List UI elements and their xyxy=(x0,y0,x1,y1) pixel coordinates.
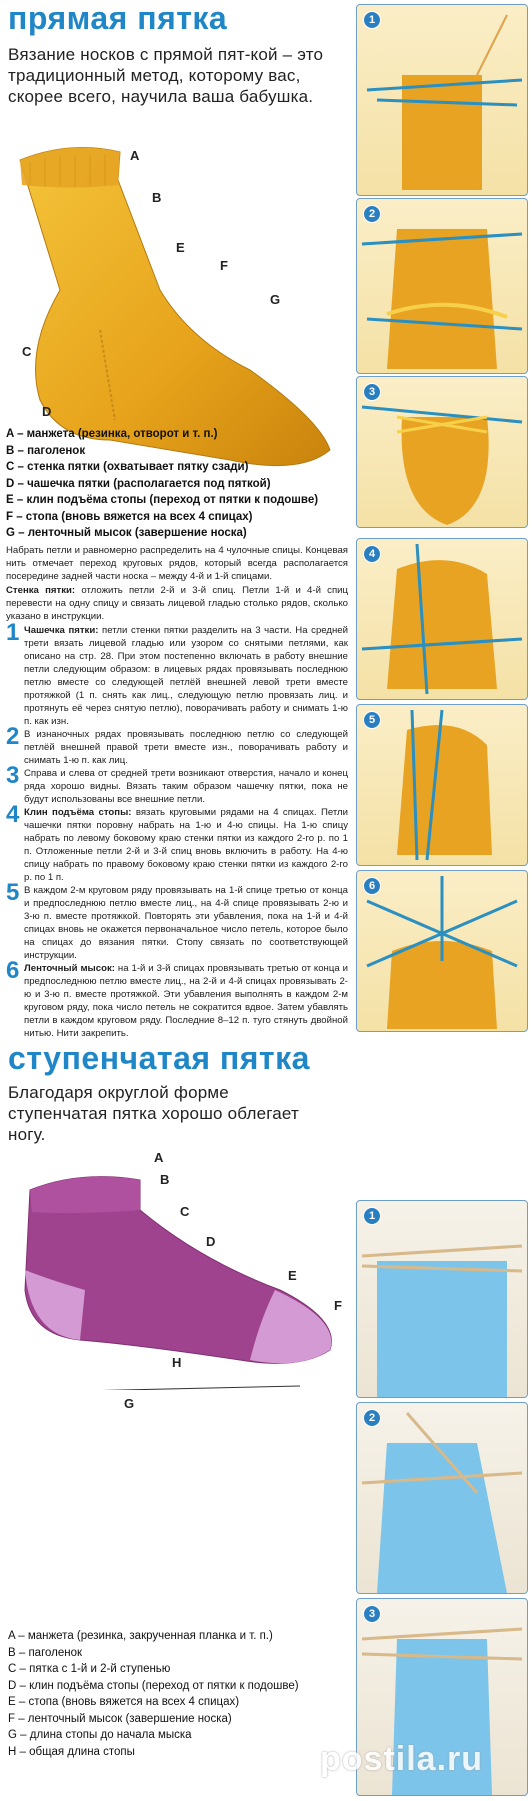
heel-wall-paragraph xyxy=(6,584,348,623)
legend-item: C – пятка с 1-й и 2-й ступенью xyxy=(8,1663,171,1675)
heel-wall-title: Стенка пятки: xyxy=(6,585,76,596)
step-text: петли стенки пятки разделить на 3 части. На средней трети вязать лицевой гладью или узором со снятыми петлями, как описано на стр. 28. При этом постепенно включать в работу внешние петли следующим образом: в лицевых рядах провязывать последнюю петлю вместе со следующей петлёй внешней левой трети вместе протяжкой (1 п. снять как лиц., следующую петлю провязать лиц. и протянуть её через снятую петлю), поворачивать работу и снимать 1-ю п. как изн. xyxy=(24,625,348,727)
label-b: B xyxy=(152,190,162,205)
photo-number: 3 xyxy=(363,1605,381,1623)
postila-logo-icon xyxy=(288,1744,318,1774)
legend-item: B – паголенок xyxy=(8,1646,83,1659)
label-h: H xyxy=(172,1355,182,1370)
photo-number: 6 xyxy=(363,877,381,895)
label-a: A xyxy=(130,148,140,163)
label-b: B xyxy=(160,1172,170,1187)
knitting-photo-2 xyxy=(357,199,527,373)
photo-number: 2 xyxy=(363,205,381,223)
step-number: 2 xyxy=(6,723,20,750)
label-c: C xyxy=(180,1204,190,1219)
knitting-photo-4 xyxy=(357,539,527,699)
section1-legend xyxy=(6,426,346,542)
step-text: на 1-й и 3-й спицах провязывать третью от конца и предпоследнюю петлю вместе лиц., на 2-й и 4-й спицах провязывать 2-ю и 3-ю п. вместе протяжкой. Эти убавления выполнять в каждом 2-м круговом ряду, пока число петель не сократится вдвое. Затем убавлять петли в каждом круговом ряду. Последние 8–12 п. туго стянуть двойной нитью. Нити закрепить. xyxy=(24,963,348,1039)
legend-item: D – клин подъёма стопы (переход от пятки к подошве) xyxy=(8,1679,299,1692)
legend-item: F – стопа (вновь вяжется на всех 4 спицах) xyxy=(6,510,253,523)
legend-item: F – ленточный мысок (завершение носка) xyxy=(8,1712,232,1725)
step-3 xyxy=(6,762,348,806)
step-number: 3 xyxy=(6,762,20,789)
label-g: G xyxy=(270,292,281,307)
watermark-text: postila.ru xyxy=(320,1740,484,1778)
step-title: Чашечка пятки: xyxy=(24,625,99,636)
label-g: G xyxy=(124,1396,135,1411)
instructions-intro: Набрать петли и равномерно распределить на 4 чулочные спицы. Концевая нить отмечает переход круговых рядов, который всегда располагается посередине задней части носка – между 4-й и 1-й спицами. xyxy=(6,545,348,582)
legend-item: A – манжета (резинка, отворот и т. п.) xyxy=(6,428,218,440)
step-title: Клин подъёма стопы: xyxy=(24,807,132,818)
label-f: F xyxy=(334,1298,342,1313)
photo-step-s2-1 xyxy=(356,1200,528,1398)
step-number: 6 xyxy=(6,957,20,984)
step-5 xyxy=(6,879,348,962)
label-d: D xyxy=(42,404,52,419)
photo-number: 4 xyxy=(363,545,381,563)
step-title: Ленточный мысок: xyxy=(24,963,115,974)
knitting-photo-s2-2 xyxy=(357,1403,527,1593)
step-4 xyxy=(6,801,348,884)
photo-step-1 xyxy=(356,4,528,196)
heel-wall-text: отложить петли 2-й и 3-й спиц. Петли 1-й и 4-й спиц перевести на одну спицу и связать лицевой гладью столько рядов, сколько указано в инструкции. xyxy=(6,585,348,622)
section1-title: прямая пятка xyxy=(8,0,228,36)
yellow-sock-illustration xyxy=(0,140,350,475)
section1-instructions xyxy=(6,544,348,1040)
section2-legend xyxy=(8,1628,348,1760)
legend-item: G – ленточный мысок (завершение носка) xyxy=(6,527,247,539)
label-c: C xyxy=(22,344,32,359)
section2-intro: Благодаря округлой форме ступенчатая пятка хорошо облегает ногу. xyxy=(8,1083,299,1144)
step-number: 4 xyxy=(6,801,20,828)
knitting-photo-5 xyxy=(357,705,527,865)
section1-intro: Вязание носков с прямой пят-кой – это традиционный метод, которому вас, скорее всего, научила ваша бабушка. xyxy=(8,45,324,106)
photo-number: 3 xyxy=(363,383,381,401)
label-e: E xyxy=(176,240,185,255)
step-text: В каждом 2-м круговом ряду провязывать на 1-й спице третью от конца и предпоследнюю петлю вместе лиц., на 4-й спице провязывать 2-ю и 3-ю п. вместе протяжкой. Повторять эти убавления, пока на 1-й и 4-й спицах вновь не окажется первоначальное число петель, которое было на спицах до вязания пятки. Стопу связать по соответствующей инструкции. xyxy=(24,885,348,961)
step-number: 5 xyxy=(6,879,20,906)
purple-sock-illustration xyxy=(0,1150,350,1390)
photo-number: 2 xyxy=(363,1409,381,1427)
legend-item: E – клин подъёма стопы (переход от пятки к подошве) xyxy=(6,494,319,506)
label-f: F xyxy=(220,258,228,273)
photo-number: 5 xyxy=(363,711,381,729)
legend-item: B – паголенок xyxy=(6,444,86,457)
label-d: D xyxy=(206,1234,216,1249)
label-e: E xyxy=(288,1268,297,1283)
photo-step-6 xyxy=(356,870,528,1032)
legend-item: A – манжета (резинка, закрученная планка и т. п.) xyxy=(8,1630,273,1642)
knitting-photo-3 xyxy=(357,377,527,527)
legend-item: G – длина стопы до начала мыска xyxy=(8,1729,192,1741)
photo-step-5 xyxy=(356,704,528,866)
step-1 xyxy=(6,619,348,728)
step-text: В изнаночных рядах провязывать последнюю петлю со следующей петлёй внешней правой трети вместе изн., поворачивать работу и снимать 1-ю п. как лиц. xyxy=(24,729,348,766)
legend-item: E – стопа (вновь вяжется на всех 4 спицах) xyxy=(8,1696,240,1708)
label-a: A xyxy=(154,1150,164,1165)
photo-step-4 xyxy=(356,538,528,700)
step-text: Справа и слева от средней трети возникают отверстия, начало и конец ряда хорошо видны. Вязать таким образом чашечку пятки, пока не будут использованы все внешние петли. xyxy=(24,768,348,805)
legend-item: C – стенка пятки (охватывает пятку сзади) xyxy=(6,461,249,473)
photo-step-3 xyxy=(356,376,528,528)
step-number: 1 xyxy=(6,619,20,646)
photo-step-2 xyxy=(356,198,528,374)
knitting-photo-6 xyxy=(357,871,527,1031)
step-2 xyxy=(6,723,348,767)
knitting-photo-s2-1 xyxy=(357,1201,527,1397)
legend-item: H – общая длина стопы xyxy=(8,1745,135,1758)
section2-title: ступенчатая пятка xyxy=(8,1040,310,1076)
legend-item: D – чашечка пятки (располагается под пяткой) xyxy=(6,477,271,490)
step-6 xyxy=(6,957,348,1040)
photo-number: 1 xyxy=(363,1207,381,1225)
step-text: вязать круговыми рядами на 4 спицах. Петли чашечки пятки поровну набрать на 1-ю и 4-ю спицы. На 1-ю спицу набрать по левому боковому краю стенки пятки из каждого 2-го р. по 1 п. Отложенные петли 2-й и 3-й спиц вновь включить в работу. На 4-ю спицу набрать по правому боковому краю стенки пятки из каждого 2-го р. по 1 п. xyxy=(24,807,348,883)
photo-step-s2-2 xyxy=(356,1402,528,1594)
photo-number: 1 xyxy=(363,11,381,29)
knitting-photo-1 xyxy=(357,5,527,195)
